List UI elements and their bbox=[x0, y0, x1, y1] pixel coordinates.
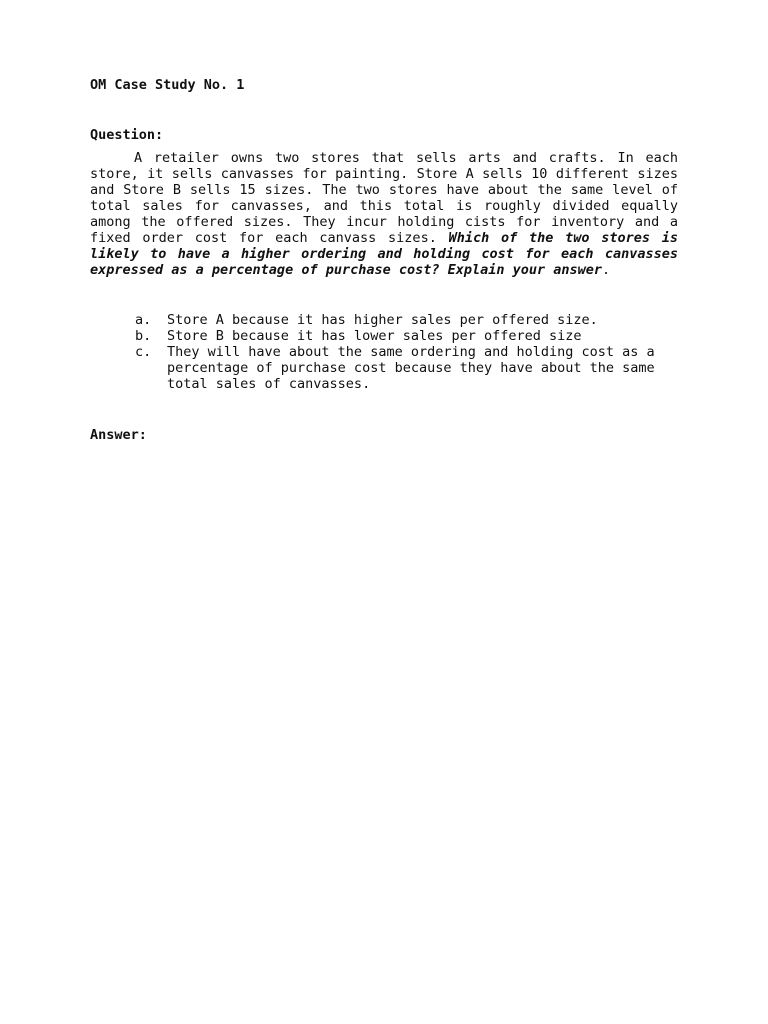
option-c bbox=[135, 344, 678, 392]
option-letter: c. bbox=[135, 344, 152, 360]
question-emphasis: Which of the two stores is likely to have a higher ordering and holding cost for each canvasses expressed as a percentage of purchase cost? Explain your answer bbox=[90, 230, 678, 278]
option-text: Store A because it has higher sales per offered size. bbox=[167, 312, 598, 328]
option-a bbox=[135, 312, 678, 328]
question-end: . bbox=[602, 262, 611, 278]
option-b bbox=[135, 328, 678, 344]
document-page bbox=[90, 76, 678, 444]
option-text: Store B because it has lower sales per offered size bbox=[167, 328, 582, 344]
option-text: They will have about the same ordering and holding cost as a percentage of purchase cost because they have about the same total sales of canvasses. bbox=[167, 344, 655, 392]
question-body: A retailer owns two stores that sells arts and crafts. In each store, it sells canvasses for painting. Store A sells 10 different sizes and Store B sells 15 sizes. The two stores have about the same level of total sales for canvasses, and this total is roughly divided equally among the offered sizes. They incur holding cists for inventory and a fixed order cost for each canvass sizes. bbox=[90, 150, 678, 246]
option-letter: b. bbox=[135, 328, 152, 344]
answer-heading: Answer: bbox=[90, 427, 147, 443]
option-letter: a. bbox=[135, 312, 152, 328]
question-text bbox=[90, 150, 678, 278]
document-title: OM Case Study No. 1 bbox=[90, 77, 245, 93]
answer-options bbox=[90, 312, 678, 392]
question-heading: Question: bbox=[90, 127, 164, 143]
